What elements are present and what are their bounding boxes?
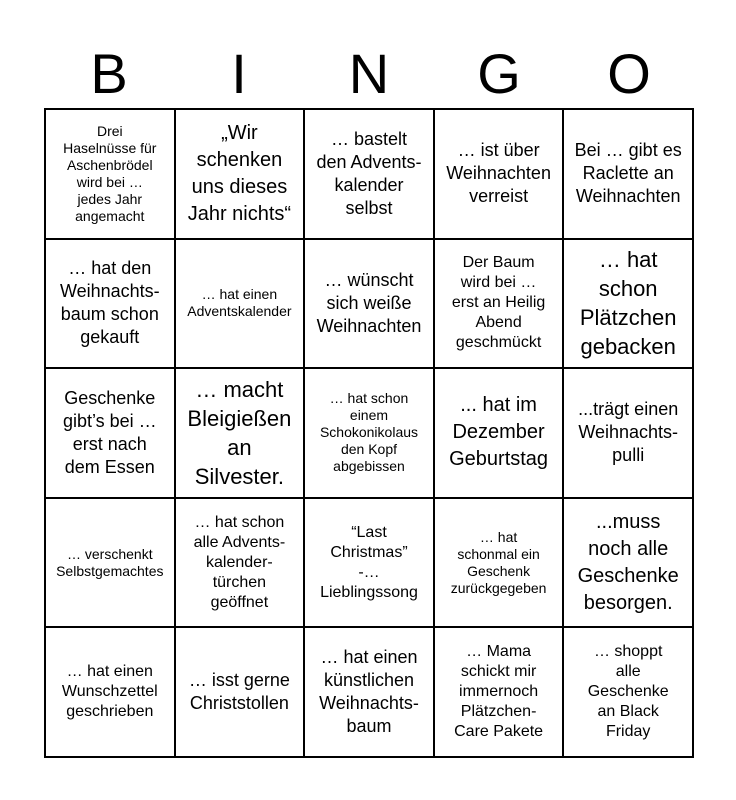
cell-text: Bei … gibt es Raclette an Weihnachten [574, 140, 682, 207]
cell-text: … ist über Weihnachten verreist [446, 140, 551, 207]
header-letter-o: O [607, 42, 651, 105]
bingo-cell [304, 368, 434, 498]
bingo-cell [45, 627, 175, 757]
header-letter-n: N [348, 42, 390, 105]
header-letter-b: B [90, 42, 128, 105]
bingo-cell [175, 498, 305, 628]
bingo-cell [45, 368, 175, 498]
bingo-cell [434, 627, 564, 757]
cell-text: ... hat im Dezember Geburtstag [449, 394, 549, 471]
bingo-cell [434, 498, 564, 628]
bingo-cell [304, 498, 434, 628]
cell-text: ...trägt einen Weihnachts- pulli [578, 399, 679, 466]
header-letter-g: G [477, 42, 521, 105]
bingo-cell [45, 498, 175, 628]
cell-text: … hat einen Adventskalender [187, 286, 292, 320]
cell-text: Der Baum wird bei … erst an Heilig Abend geschmückt [451, 254, 546, 352]
cell-text: … isst gerne Christstollen [188, 670, 290, 714]
bingo-cell [434, 239, 564, 369]
bingo-cell [175, 239, 305, 369]
bingo-header [44, 40, 694, 106]
bingo-cell [563, 368, 693, 498]
bingo-cell [563, 239, 693, 369]
cell-text: Geschenke gibt’s bei … erst nach dem Essen [62, 387, 157, 477]
bingo-grid [44, 108, 694, 758]
cell-text: … shoppt alle Geschenke an Black Friday [587, 643, 669, 741]
bingo-cell [563, 498, 693, 628]
bingo-cell [175, 368, 305, 498]
cell-text: … hat schon einem Schokonikolaus den Kopf abgebissen [319, 390, 419, 475]
cell-text: „Wir schenken uns dieses Jahr nichts“ [187, 121, 292, 225]
cell-text: … hat einen künstlichen Weihnachts- baum [319, 647, 419, 737]
bingo-cell [304, 109, 434, 239]
cell-text: … bastelt den Advents- kalender selbst [316, 128, 422, 218]
cell-text: … hat den Weihnachts- baum schon gekauft [59, 258, 160, 348]
bingo-cell [563, 627, 693, 757]
cell-text: … wünscht sich weiße Weihnachten [316, 269, 422, 336]
bingo-cell [434, 109, 564, 239]
cell-text: … hat schonmal ein Geschenk zurückgegeben [450, 528, 547, 596]
header-letter-i: I [231, 42, 247, 105]
bingo-cell [304, 627, 434, 757]
bingo-cell [563, 109, 693, 239]
bingo-cell [304, 239, 434, 369]
cell-text: Drei Haselnüsse für Aschenbrödel wird bei … jedes Jahr angemacht [63, 122, 157, 224]
cell-text: … macht Bleigießen an Silvester. [187, 376, 292, 489]
bingo-cell [45, 109, 175, 239]
bingo-cell [175, 109, 305, 239]
cell-text: … hat einen Wunschzettel geschrieben [61, 663, 158, 721]
cell-text: … hat schon Plätzchen gebacken [579, 247, 677, 360]
cell-text: … Mama schickt mir immernoch Plätzchen- Care Pakete [454, 643, 544, 741]
cell-text: … verschenkt Selbstgemachtes [56, 545, 164, 579]
cell-text: … hat schon alle Advents- kalender- türchen geöffnet [193, 513, 286, 611]
bingo-cell [45, 239, 175, 369]
bingo-cell [175, 627, 305, 757]
bingo-cell [434, 368, 564, 498]
cell-text: “Last Christmas” -… Lieblingssong [320, 523, 418, 601]
cell-text: ...muss noch alle Geschenke besorgen. [577, 510, 679, 614]
